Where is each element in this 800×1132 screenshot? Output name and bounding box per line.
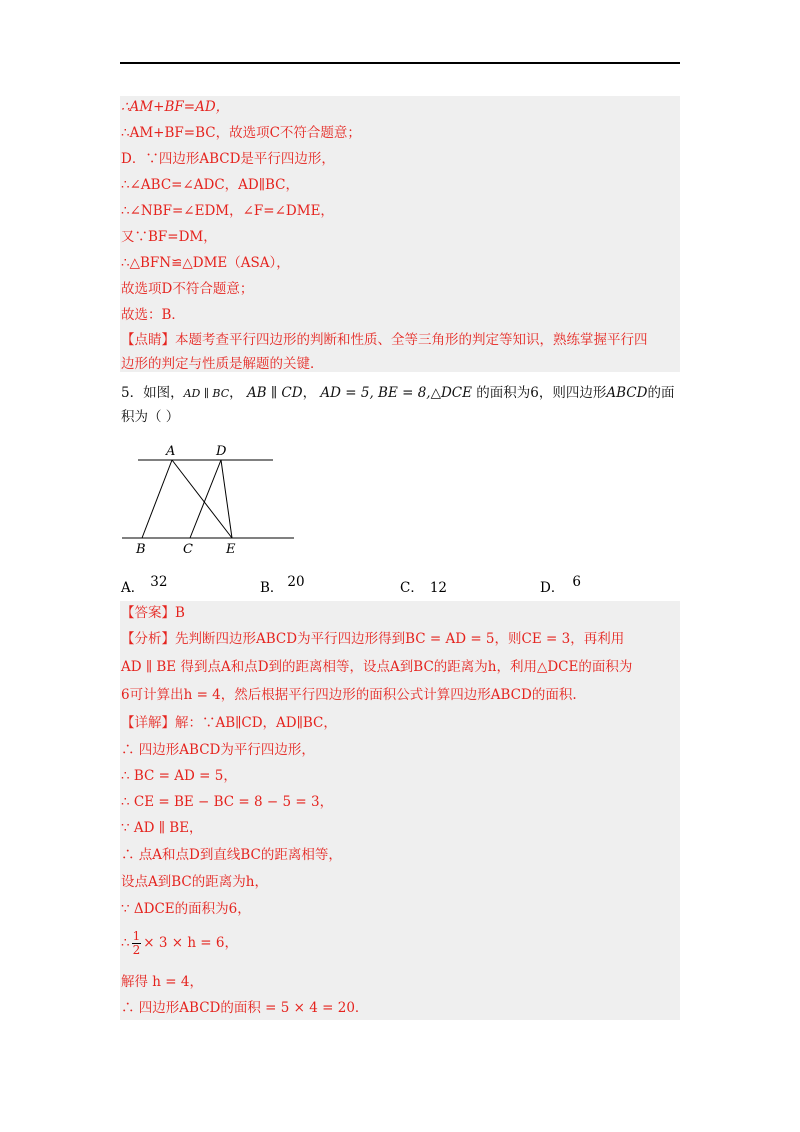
comment-line-2: 边形的判定与性质是解题的关键． xyxy=(121,356,324,372)
analysis-line-3: 6可计算出h = 4，然后根据平行四边形的面积公式计算四边形ABCD的面积. xyxy=(121,687,577,703)
label-b: B xyxy=(136,542,146,557)
solution-line: 故选项D不符合题意； xyxy=(121,281,254,297)
detail-line: ∴ BC = AD = 5， xyxy=(121,768,237,784)
solution-line: 故选：B． xyxy=(121,307,185,323)
option-a[interactable]: A． 32 xyxy=(121,574,168,596)
segment-dc xyxy=(190,460,221,538)
solution-line: ∴AM+BF=AD， xyxy=(121,99,230,115)
option-d[interactable]: D． 6 xyxy=(540,574,581,596)
detail-solve: 解得 h = 4， xyxy=(121,974,203,990)
solution-line: D．∵四边形ABCD是平行四边形， xyxy=(121,151,335,167)
detail-line-1: 【详解】解：∵AB∥CD，AD∥BC， xyxy=(121,715,337,731)
answer-line: 【答案】B xyxy=(121,605,185,621)
detail-line: ∴ 点A和点D到直线BC的距离相等， xyxy=(121,847,342,863)
detail-line: ∴ 四边形ABCD为平行四边形， xyxy=(121,742,315,758)
analysis-line-1: 【分析】先判断四边形ABCD为平行四边形得到BC = AD = 5，则CE = 3，再利用 xyxy=(121,631,625,647)
solution-line: ∴∠ABC=∠ADC，AD∥BC， xyxy=(121,177,299,193)
detail-line: 设点A到BC的距离为h， xyxy=(121,874,268,890)
label-d: D xyxy=(216,444,227,459)
analysis-line-2: AD ∥ BE 得到点A和点D到的距离相等，设点A到BC的距离为h，利用△DCE的面积为 xyxy=(121,659,633,675)
solution-line: ∴△BFN≌△DME（ASA）， xyxy=(121,255,290,271)
label-a: A xyxy=(166,444,176,459)
comment-tag: 【点睛】 xyxy=(121,332,175,348)
solution-line: ∴AM+BF=BC，故选项C不符合题意； xyxy=(121,125,361,141)
label-c: C xyxy=(183,542,193,557)
comment-text: 本题考查平行四边形的判断和性质、全等三角形的判定等知识，熟练掌握平行四 xyxy=(175,332,648,348)
option-b[interactable]: B． 20 xyxy=(260,574,305,596)
question-line-2: 积为（ ） xyxy=(121,409,180,425)
comment-line xyxy=(121,331,648,349)
detail-fraction-line: ∴ $\frac{1}{2}$ × 3 × h = 6， xyxy=(121,929,238,957)
question-line-1: 5．如图，AD ∥ BC， AB ∥ CD， AD = 5, BE = 8,△DCE 的面积为6，则四边形ABCD的面 xyxy=(121,385,675,401)
detail-line: ∵ ΔDCE的面积为6， xyxy=(121,901,251,917)
detail-line: ∵ AD ∥ BE， xyxy=(121,820,203,836)
geometry-figure xyxy=(118,440,303,562)
solution-line: ∴∠NBF=∠EDM，∠F=∠DME， xyxy=(121,203,334,219)
detail-line: ∴ CE = BE − BC = 8 − 5 = 3， xyxy=(121,794,334,810)
label-e: E xyxy=(226,542,236,557)
header-rule xyxy=(120,62,680,64)
solution-line: 又∵BF=DM， xyxy=(121,229,217,245)
fraction-half: $\frac{1}{2}$ xyxy=(132,929,141,957)
detail-final: ∴ 四边形ABCD的面积 = 5 × 4 = 20． xyxy=(121,1000,369,1016)
option-c[interactable]: C． 12 xyxy=(400,580,448,596)
segment-ab xyxy=(142,460,172,538)
